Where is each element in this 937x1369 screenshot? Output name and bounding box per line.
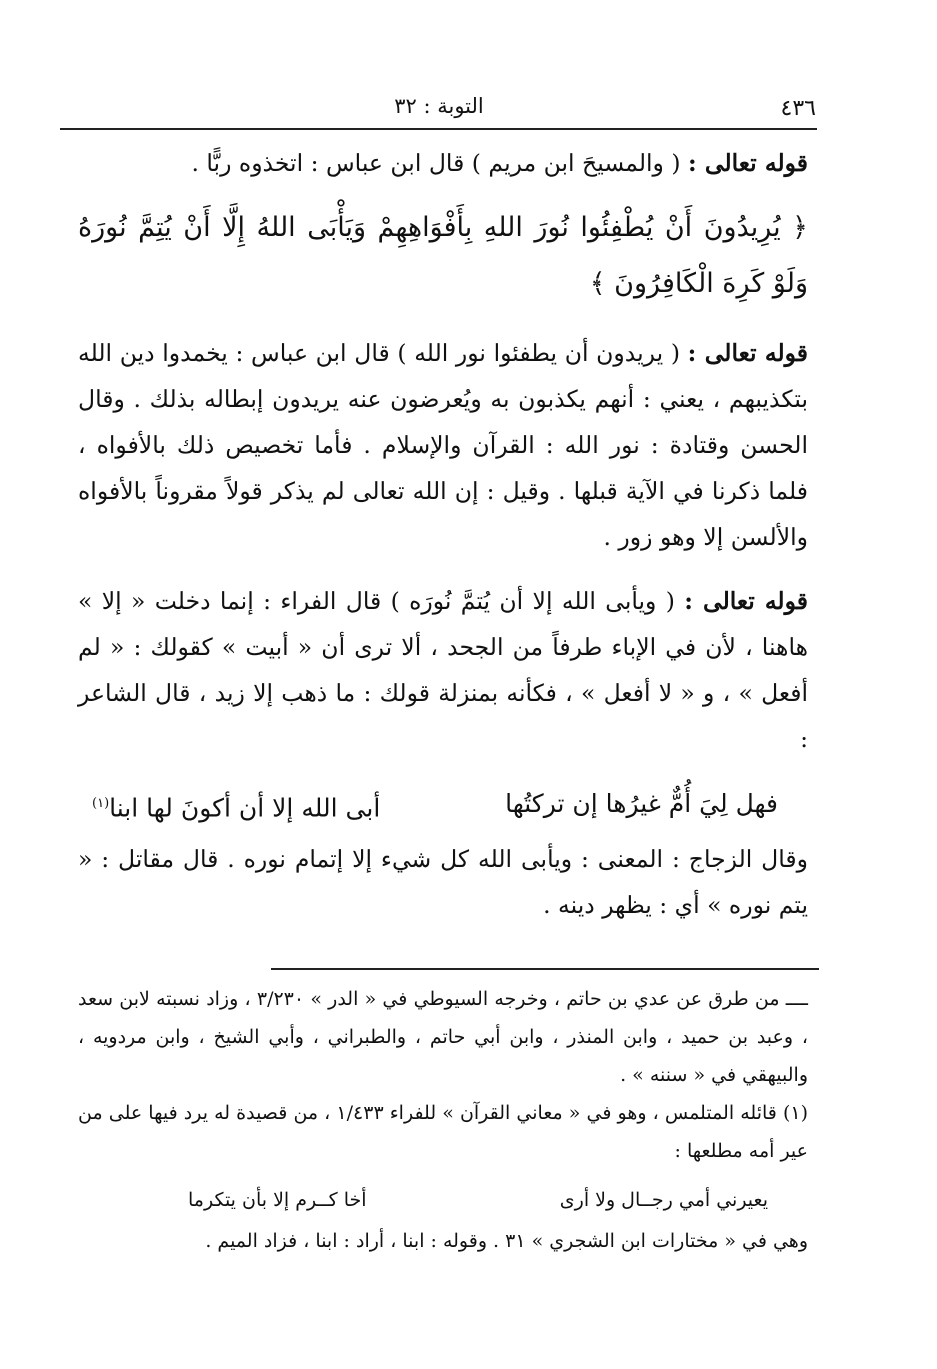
footnote-rule xyxy=(271,968,819,970)
footnote-1: (١) قائله المتلمس ، وهو في « معاني القرآن » للفراء ١/٤٣٣ ، من قصيدة له يرد فيها على من عير أمه مطلعها : xyxy=(78,1102,809,1162)
paragraph-text: ( ويأبى الله إلا أن يُتمَّ نُورَه ) قال الفراء : إنما دخلت « إلا » هاهنا ، لأن في الإباء طرفاً من الجحد ، ألا ترى أن « أبيت » كقولك : « لم أفعل » ، و « لا أفعل » ، فكأنه بمنزلة قولك : ما ذهب إلا زيد ، قال الشاعر : xyxy=(78,587,808,753)
page-header xyxy=(62,90,816,124)
footnote-verse xyxy=(78,1178,808,1222)
paragraph-1 xyxy=(78,140,808,186)
footnote-marker: (١) xyxy=(92,796,110,811)
paragraph-text: ( يريدون أن يطفئوا نور الله ) قال ابن عباس : يخمدوا دين الله بتكذيبهم ، يعني : أنهم يكذبون به ويُعرضون عنه يريدون إبطاله بذلك . وقال الحسن وقتادة : نور الله : القرآن والإسلام . فأما تخصيص ذلك بالأفواه ، فلما ذكرنا في الآية قبلها . وقيل : إن الله تعالى لم يذكر قولاً مقروناً بالأفواه والألسن إلا وهو زور . xyxy=(78,339,808,551)
paragraph-text: ( والمسيحَ ابن مريم ) قال ابن عباس : اتخذوه ربًّا . xyxy=(191,149,681,177)
verse-second-hemistich: أبى الله إلا أن أكونَ لها ابنا$^{(١)}$ xyxy=(92,793,381,823)
main-text xyxy=(78,140,808,928)
footnotes xyxy=(78,980,808,1260)
footnote-verse-first: يعيرني أمي رجــال ولا أرى xyxy=(559,1189,768,1211)
paragraph-4: وقال الزجاج : المعنى : ويأبى الله كل شيء إلا إتمام نوره . قال مقاتل : « يتم نوره » أي : يظهر دينه . xyxy=(78,845,808,920)
quran-verse: ﴿ يُرِيدُونَ أَنْ يُطْفِئُوا نُورَ اللهِ بِأَفْوَاهِهِمْ وَيَأْبَى اللهُ إِلَّا أَنْ يُتِمَّ نُورَهُ وَلَوْ كَرِهَ الْكَافِرُونَ ﴾ xyxy=(78,212,808,299)
verse-first-hemistich: فهل لِيَ أُمٌّ غيرُها إن تركتُها xyxy=(505,789,778,818)
lead-phrase: قوله تعالى : xyxy=(687,339,809,367)
footnote-continuation: ــــ من طرق عن عدي بن حاتم ، وخرجه السيوطي في « الدر » ٣/٢٣٠ ، وزاد نسبته لابن سعد ، وعبد بن حميد ، وابن المنذر ، وابن أبي حاتم ، والطبراني ، وأبي الشيخ ، وابن مردويه ، والبيهقي في « سننه » . xyxy=(78,988,808,1086)
footnote-1-end: وهي في « مختارات ابن الشجري » ٣١ . وقوله : ابنا ، أراد : ابنا ، فزاد الميم . xyxy=(205,1230,808,1252)
running-title: التوبة : ٣٢ xyxy=(394,94,484,118)
lead-phrase: قوله تعالى : xyxy=(688,149,808,177)
paragraph-2 xyxy=(78,330,808,560)
paragraph-3 xyxy=(78,578,808,762)
footnote-verse-second: أخا كــرم إلا بأن يتكرما xyxy=(188,1189,367,1211)
lead-phrase: قوله تعالى : xyxy=(684,587,808,615)
poetry-verse xyxy=(78,776,808,836)
header-rule xyxy=(60,128,817,130)
page-number: ٤٣٦ xyxy=(780,96,816,121)
